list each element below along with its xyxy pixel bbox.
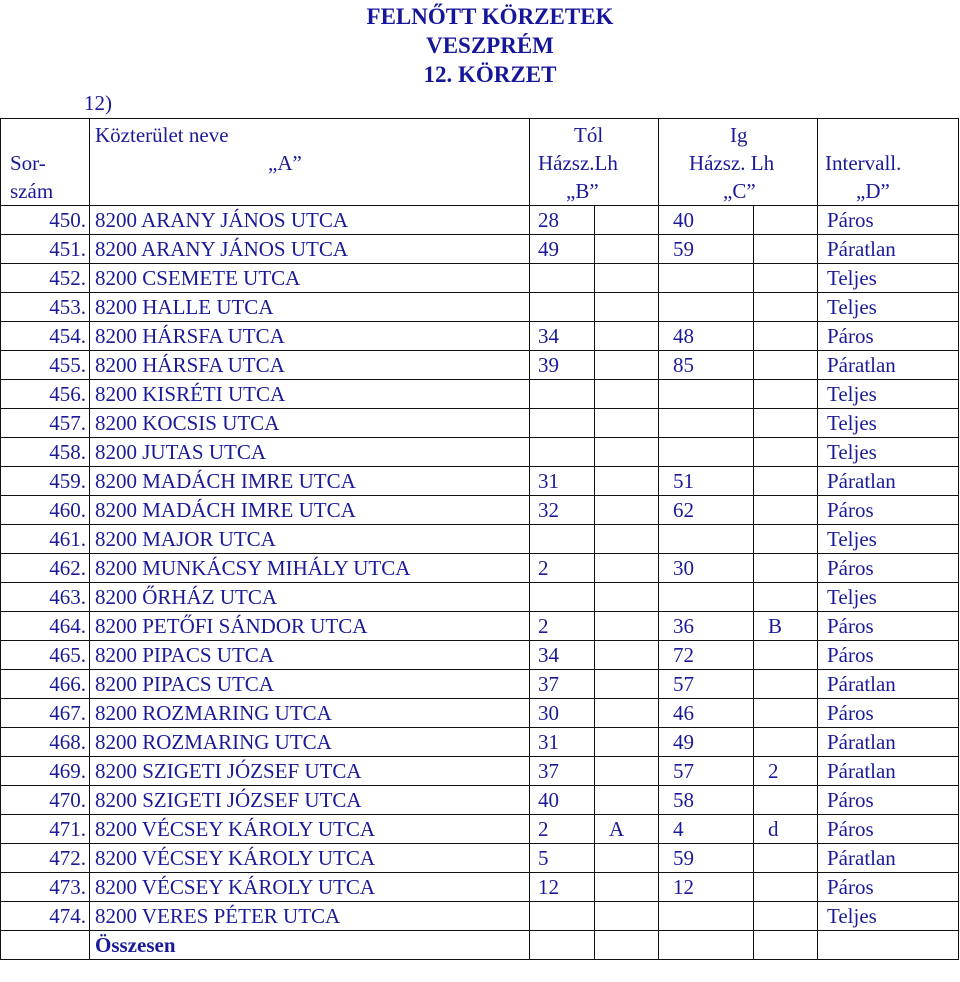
interval: Teljes	[818, 293, 959, 322]
table-row	[1, 612, 959, 641]
header-sorszam-line2: szám	[10, 179, 54, 203]
to-number	[659, 380, 754, 409]
to-letter	[754, 206, 818, 235]
header-tol-line1: Tól	[574, 123, 604, 147]
from-letter	[595, 786, 659, 815]
to-number: 85	[659, 351, 754, 380]
table-row	[1, 496, 959, 525]
to-number: 12	[659, 873, 754, 902]
total-interval	[818, 931, 959, 960]
city-title: VESZPRÉM	[426, 33, 554, 58]
header-ig	[659, 119, 818, 206]
row-number: 468.	[1, 728, 90, 757]
row-number: 455.	[1, 351, 90, 380]
from-number: 34	[530, 322, 595, 351]
header-sorszam-line1: Sor-	[10, 151, 46, 175]
from-letter	[595, 902, 659, 931]
to-number: 49	[659, 728, 754, 757]
to-number: 40	[659, 206, 754, 235]
from-number: 2	[530, 815, 595, 844]
interval: Páratlan	[818, 467, 959, 496]
interval: Páratlan	[818, 351, 959, 380]
from-letter	[595, 757, 659, 786]
header-name	[90, 119, 530, 206]
street-name: 8200 HALLE UTCA	[90, 293, 530, 322]
to-number: 57	[659, 757, 754, 786]
row-number: 451.	[1, 235, 90, 264]
to-number: 48	[659, 322, 754, 351]
street-name: 8200 MAJOR UTCA	[90, 525, 530, 554]
header-sorszam	[1, 119, 90, 206]
interval: Teljes	[818, 409, 959, 438]
street-name: 8200 MADÁCH IMRE UTCA	[90, 496, 530, 525]
interval: Páros	[818, 496, 959, 525]
to-number: 59	[659, 844, 754, 873]
interval: Páros	[818, 815, 959, 844]
row-number: 474.	[1, 902, 90, 931]
row-number: 459.	[1, 467, 90, 496]
to-letter	[754, 380, 818, 409]
table-row	[1, 380, 959, 409]
to-letter	[754, 322, 818, 351]
to-number: 58	[659, 786, 754, 815]
row-number: 452.	[1, 264, 90, 293]
header-intervall	[818, 119, 959, 206]
table-row	[1, 844, 959, 873]
from-letter	[595, 438, 659, 467]
row-number: 461.	[1, 525, 90, 554]
street-name: 8200 ROZMARING UTCA	[90, 699, 530, 728]
row-number: 450.	[1, 206, 90, 235]
interval: Páros	[818, 554, 959, 583]
from-number	[530, 583, 595, 612]
district-number: 12)	[84, 91, 112, 115]
interval: Teljes	[818, 902, 959, 931]
to-letter	[754, 902, 818, 931]
from-number: 28	[530, 206, 595, 235]
to-letter	[754, 728, 818, 757]
row-number: 471.	[1, 815, 90, 844]
table-row	[1, 322, 959, 351]
to-letter	[754, 293, 818, 322]
interval: Páros	[818, 786, 959, 815]
to-letter	[754, 583, 818, 612]
street-name: 8200 HÁRSFA UTCA	[90, 322, 530, 351]
street-name: 8200 SZIGETI JÓZSEF UTCA	[90, 757, 530, 786]
from-letter	[595, 293, 659, 322]
street-name: 8200 PETŐFI SÁNDOR UTCA	[90, 612, 530, 641]
from-number	[530, 438, 595, 467]
to-letter	[754, 641, 818, 670]
interval: Páratlan	[818, 670, 959, 699]
table-row	[1, 583, 959, 612]
from-number: 34	[530, 641, 595, 670]
from-number: 37	[530, 670, 595, 699]
total-from-number	[530, 931, 595, 960]
to-number	[659, 293, 754, 322]
interval: Teljes	[818, 583, 959, 612]
row-number: 470.	[1, 786, 90, 815]
district-title: 12. KÖRZET	[423, 62, 557, 87]
row-number: 454.	[1, 322, 90, 351]
interval: Páratlan	[818, 844, 959, 873]
from-letter	[595, 612, 659, 641]
table-row	[1, 467, 959, 496]
table-row	[1, 641, 959, 670]
street-table	[0, 118, 959, 960]
header-intervall-line1: Intervall.	[825, 151, 902, 175]
row-number: 465.	[1, 641, 90, 670]
street-name: 8200 ŐRHÁZ UTCA	[90, 583, 530, 612]
from-number: 37	[530, 757, 595, 786]
from-number: 31	[530, 728, 595, 757]
row-number: 464.	[1, 612, 90, 641]
to-number: 30	[659, 554, 754, 583]
to-number: 46	[659, 699, 754, 728]
from-number: 49	[530, 235, 595, 264]
from-number: 12	[530, 873, 595, 902]
interval: Páratlan	[818, 757, 959, 786]
from-letter	[595, 554, 659, 583]
street-name: 8200 PIPACS UTCA	[90, 641, 530, 670]
from-letter	[595, 496, 659, 525]
from-letter	[595, 873, 659, 902]
table-row	[1, 902, 959, 931]
to-number	[659, 438, 754, 467]
to-number: 72	[659, 641, 754, 670]
header-tol-line2: Házsz.Lh	[538, 151, 618, 175]
table-row	[1, 670, 959, 699]
to-letter	[754, 844, 818, 873]
from-number: 2	[530, 612, 595, 641]
street-name: 8200 VERES PÉTER UTCA	[90, 902, 530, 931]
to-letter	[754, 438, 818, 467]
row-number: 463.	[1, 583, 90, 612]
table-row	[1, 786, 959, 815]
from-letter	[595, 351, 659, 380]
to-number	[659, 264, 754, 293]
to-letter	[754, 786, 818, 815]
row-number: 460.	[1, 496, 90, 525]
from-number: 5	[530, 844, 595, 873]
total-number-cell	[1, 931, 90, 960]
to-number	[659, 409, 754, 438]
header-name-line2: „A”	[268, 151, 302, 175]
from-letter	[595, 728, 659, 757]
to-letter: 2	[754, 757, 818, 786]
to-number: 59	[659, 235, 754, 264]
from-number: 2	[530, 554, 595, 583]
street-name: 8200 ARANY JÁNOS UTCA	[90, 235, 530, 264]
street-name: 8200 VÉCSEY KÁROLY UTCA	[90, 815, 530, 844]
total-row	[1, 931, 959, 960]
street-name: 8200 CSEMETE UTCA	[90, 264, 530, 293]
street-name: 8200 HÁRSFA UTCA	[90, 351, 530, 380]
from-letter	[595, 670, 659, 699]
street-name: 8200 MADÁCH IMRE UTCA	[90, 467, 530, 496]
from-number	[530, 293, 595, 322]
row-number: 472.	[1, 844, 90, 873]
to-letter	[754, 496, 818, 525]
from-letter	[595, 525, 659, 554]
header-name-line1: Közterület neve	[95, 123, 229, 147]
header-ig-line1: Ig	[730, 123, 748, 147]
header-ig-line2: Házsz. Lh	[689, 151, 775, 175]
street-name: 8200 SZIGETI JÓZSEF UTCA	[90, 786, 530, 815]
from-number	[530, 525, 595, 554]
interval: Teljes	[818, 380, 959, 409]
to-letter	[754, 235, 818, 264]
from-letter	[595, 380, 659, 409]
to-letter	[754, 670, 818, 699]
header-ig-line3: „C”	[723, 179, 756, 203]
table-row	[1, 293, 959, 322]
to-number: 57	[659, 670, 754, 699]
street-name: 8200 PIPACS UTCA	[90, 670, 530, 699]
from-number	[530, 902, 595, 931]
table-row	[1, 351, 959, 380]
table-row	[1, 438, 959, 467]
from-letter	[595, 264, 659, 293]
from-letter	[595, 467, 659, 496]
table-row	[1, 409, 959, 438]
table-row	[1, 554, 959, 583]
interval: Teljes	[818, 525, 959, 554]
to-number	[659, 902, 754, 931]
street-name: 8200 KOCSIS UTCA	[90, 409, 530, 438]
header-intervall-line2: „D”	[856, 179, 890, 203]
interval: Páratlan	[818, 728, 959, 757]
from-letter	[595, 699, 659, 728]
to-letter	[754, 873, 818, 902]
interval: Teljes	[818, 264, 959, 293]
street-name: 8200 ARANY JÁNOS UTCA	[90, 206, 530, 235]
interval: Páros	[818, 612, 959, 641]
total-from-letter	[595, 931, 659, 960]
from-letter	[595, 844, 659, 873]
header-tol-line3: „B”	[566, 179, 599, 203]
street-name: 8200 KISRÉTI UTCA	[90, 380, 530, 409]
to-number: 51	[659, 467, 754, 496]
to-number: 62	[659, 496, 754, 525]
table-row	[1, 757, 959, 786]
header-tol	[530, 119, 659, 206]
total-to-number	[659, 931, 754, 960]
from-number	[530, 409, 595, 438]
row-number: 466.	[1, 670, 90, 699]
interval: Páratlan	[818, 235, 959, 264]
to-letter: d	[754, 815, 818, 844]
row-number: 467.	[1, 699, 90, 728]
from-letter	[595, 583, 659, 612]
interval: Páros	[818, 206, 959, 235]
to-letter	[754, 554, 818, 583]
table-row	[1, 728, 959, 757]
street-name: 8200 VÉCSEY KÁROLY UTCA	[90, 844, 530, 873]
from-letter: A	[595, 815, 659, 844]
interval: Páros	[818, 873, 959, 902]
table-row	[1, 873, 959, 902]
to-letter	[754, 351, 818, 380]
total-label: Összesen	[90, 931, 530, 960]
interval: Teljes	[818, 438, 959, 467]
from-letter	[595, 235, 659, 264]
to-number: 36	[659, 612, 754, 641]
from-number: 39	[530, 351, 595, 380]
table-header-row	[1, 119, 959, 206]
document-title: FELNŐTT KÖRZETEK	[366, 4, 614, 29]
from-letter	[595, 206, 659, 235]
row-number: 458.	[1, 438, 90, 467]
from-number: 32	[530, 496, 595, 525]
from-number	[530, 380, 595, 409]
to-letter: B	[754, 612, 818, 641]
to-letter	[754, 264, 818, 293]
table-row	[1, 699, 959, 728]
from-letter	[595, 409, 659, 438]
interval: Páros	[818, 699, 959, 728]
table-row	[1, 206, 959, 235]
to-number	[659, 525, 754, 554]
to-letter	[754, 525, 818, 554]
street-name: 8200 ROZMARING UTCA	[90, 728, 530, 757]
row-number: 462.	[1, 554, 90, 583]
street-name: 8200 MUNKÁCSY MIHÁLY UTCA	[90, 554, 530, 583]
interval: Páros	[818, 641, 959, 670]
row-number: 473.	[1, 873, 90, 902]
from-number: 30	[530, 699, 595, 728]
to-letter	[754, 699, 818, 728]
to-letter	[754, 409, 818, 438]
row-number: 456.	[1, 380, 90, 409]
table-row	[1, 264, 959, 293]
from-letter	[595, 322, 659, 351]
table-row	[1, 815, 959, 844]
row-number: 469.	[1, 757, 90, 786]
table-row	[1, 235, 959, 264]
row-number: 457.	[1, 409, 90, 438]
total-to-letter	[754, 931, 818, 960]
from-letter	[595, 641, 659, 670]
from-number	[530, 264, 595, 293]
row-number: 453.	[1, 293, 90, 322]
table-row	[1, 525, 959, 554]
to-number: 4	[659, 815, 754, 844]
from-number: 40	[530, 786, 595, 815]
to-letter	[754, 467, 818, 496]
street-name: 8200 JUTAS UTCA	[90, 438, 530, 467]
from-number: 31	[530, 467, 595, 496]
interval: Páros	[818, 322, 959, 351]
street-name: 8200 VÉCSEY KÁROLY UTCA	[90, 873, 530, 902]
to-number	[659, 583, 754, 612]
